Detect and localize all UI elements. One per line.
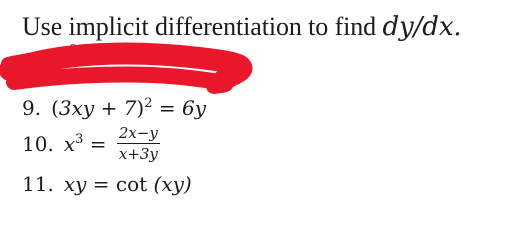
problem-10-numerator: 2x−y [118,124,158,142]
problem-11-arg: (xy) [153,172,192,196]
problem-10-lhs: x [63,131,76,156]
svg-text:2: 2 [70,42,77,55]
problem-9-rhs: 6y [181,96,207,120]
problem-10-fraction [117,124,160,163]
problem-9-paren-open: ( [51,96,59,120]
problem-11-lhs: xy [63,172,87,196]
problem-9-number: 9. [22,96,42,120]
problem-9-power: 2 [144,96,153,111]
problem-11-number: 11. [22,172,54,196]
svg-text:2: 2 [152,42,159,55]
problem-9-lhs: 3xy + 7 [58,96,137,120]
problem-9 [22,96,206,120]
problem-11 [22,172,192,196]
problem-9-equals: = [158,96,176,120]
problem-11-func: cot [115,172,148,196]
instruction-text: Use implicit differentiation to find [22,12,377,41]
instruction-derivative: dy/dx. [382,12,462,42]
problem-10 [22,124,160,163]
problem-11-equals: = [92,172,110,196]
problem-10-number: 10. [22,131,54,156]
problem-10-power: 3 [75,131,84,147]
problem-10-denominator: x+3y [118,145,158,163]
problem-9-paren-close: ) [136,96,145,120]
problem-10-equals: = [89,131,107,156]
